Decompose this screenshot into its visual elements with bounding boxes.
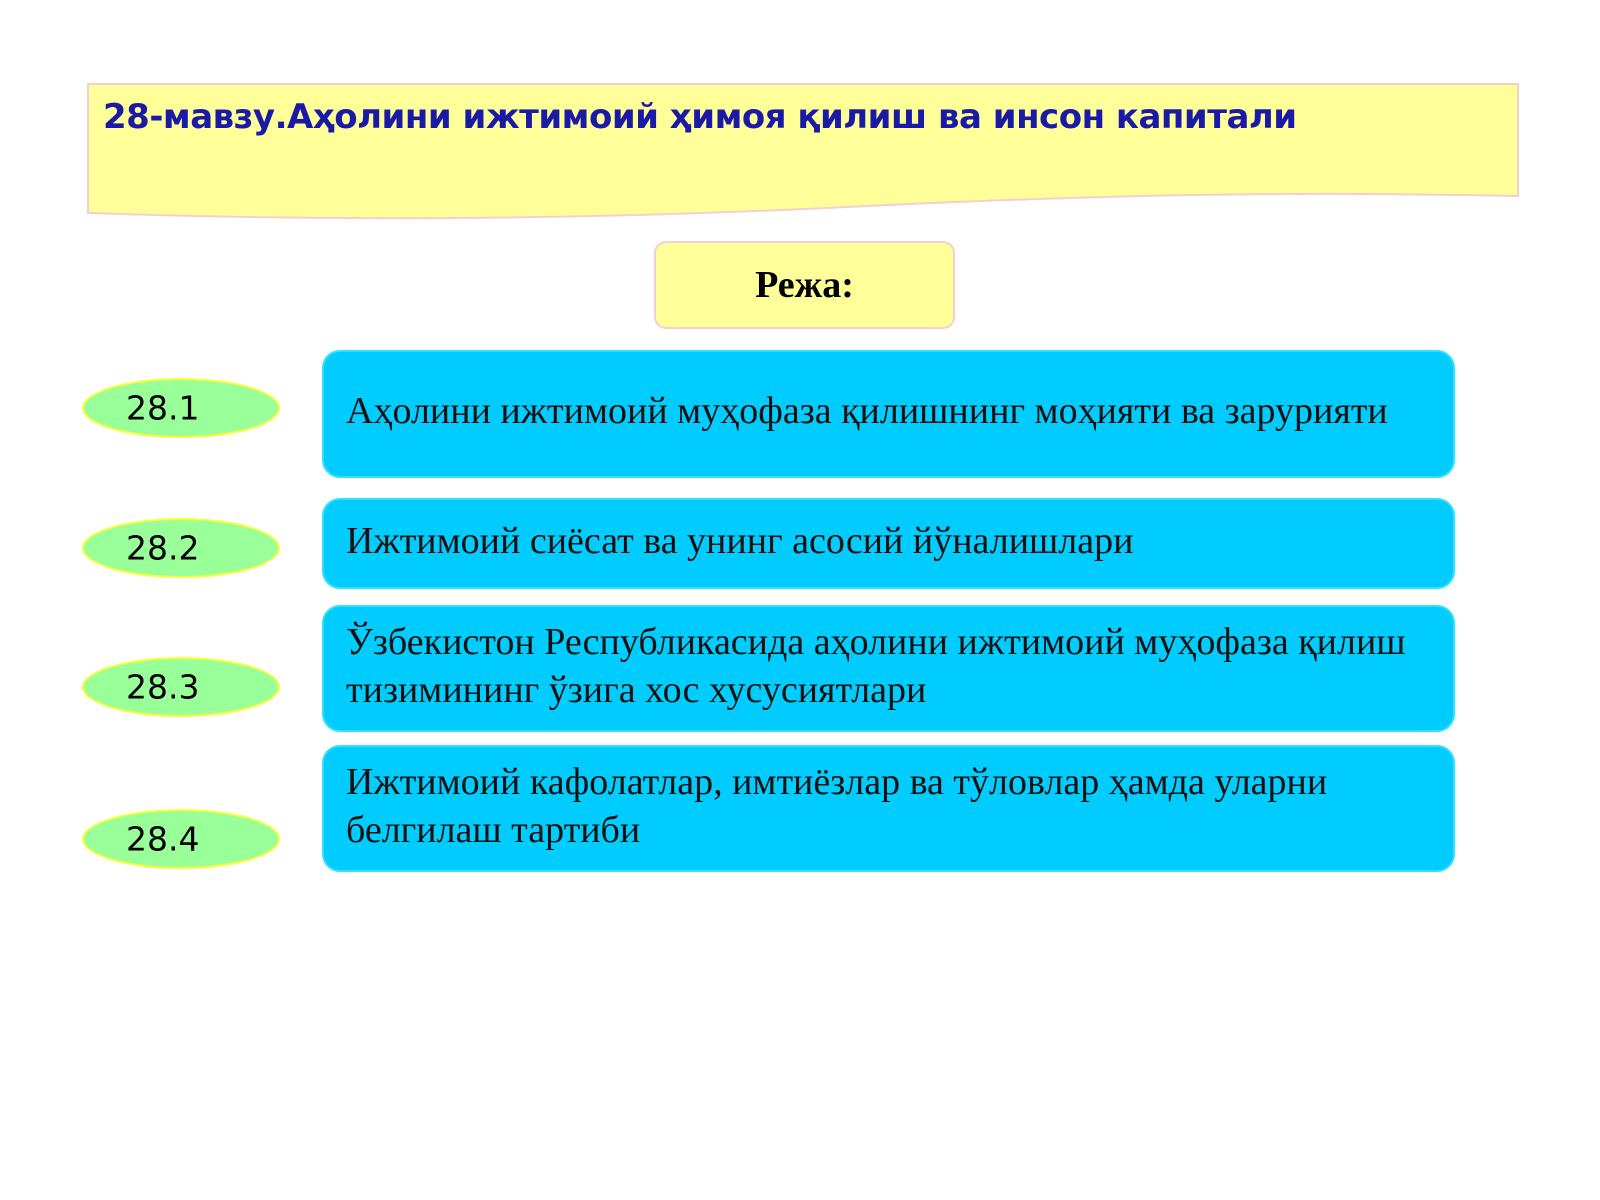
- plan-item: [322, 745, 1455, 872]
- page-title: 28-мавзу.Аҳолини ижтимоий ҳимоя қилиш ва инсон капитали: [103, 97, 1297, 137]
- item-number-badge: [82, 518, 280, 578]
- item-number-badge: [82, 809, 280, 869]
- plan-item: [322, 498, 1455, 589]
- item-number: 28.4: [126, 819, 200, 859]
- plan-item-text: Ижтимоий кафолатлар, имтиёзлар ва тўловлар ҳамда уларни белгилаш тартиби: [346, 760, 1328, 851]
- plan-item-text: Аҳолини ижтимоий муҳофаза қилишнинг моҳияти ва зарурияти: [346, 390, 1388, 432]
- plan-item: [322, 350, 1455, 478]
- plan-heading: Режа:: [755, 264, 854, 306]
- plan-heading-box: [654, 241, 955, 329]
- item-number-badge: [82, 378, 280, 438]
- item-number: 28.3: [126, 667, 200, 707]
- plan-item-text: Ўзбекистон Республикасида аҳолини ижтимоий муҳофаза қилиш тизимининг ўзига хос хусусиятлари: [346, 620, 1406, 711]
- item-number-badge: [82, 657, 280, 717]
- item-number: 28.1: [126, 388, 200, 428]
- item-number: 28.2: [126, 528, 200, 568]
- plan-item: [322, 605, 1455, 732]
- plan-item-text: Ижтимоий сиёсат ва унинг асосий йўналишлари: [346, 519, 1134, 562]
- title-banner: [87, 83, 1519, 223]
